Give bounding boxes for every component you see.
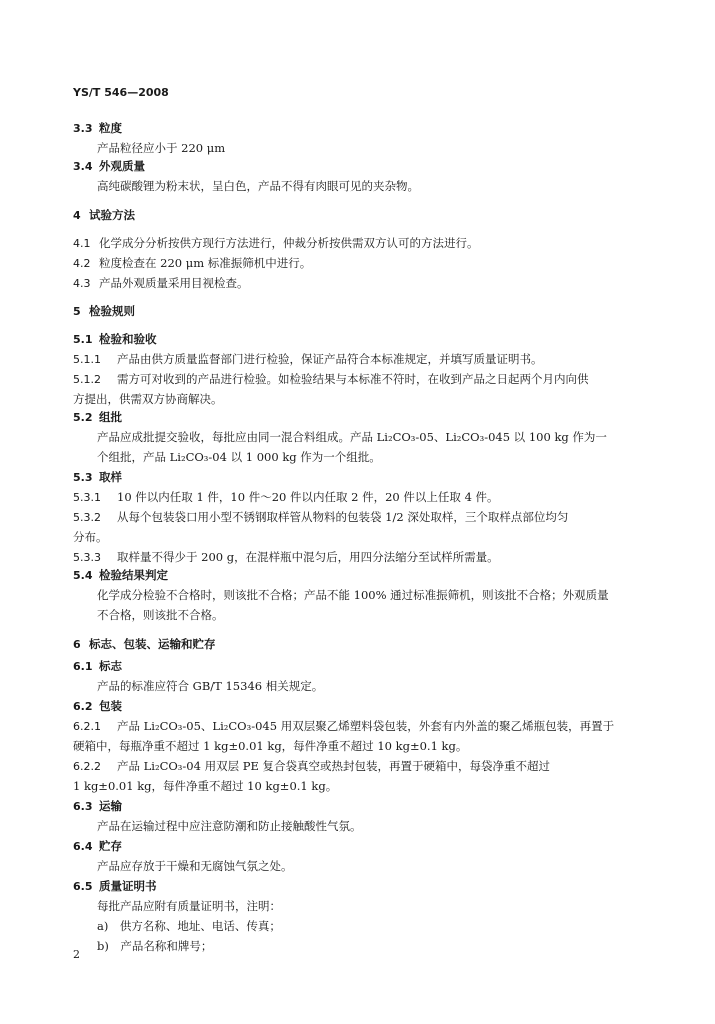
clause-number: 5.3 bbox=[73, 471, 93, 484]
clause-3-3 bbox=[73, 121, 122, 136]
clause-number: 5.1.1 bbox=[73, 353, 101, 366]
clause-text: 从每个包装袋口用小型不锈钢取样管从物料的包装袋 1/2 深处取样，三个取样点部位均匀 bbox=[117, 510, 569, 524]
clause-number: 4.3 bbox=[73, 277, 91, 290]
body-text-line bbox=[97, 939, 212, 953]
clause-4 bbox=[73, 208, 135, 223]
clause-number: 4.2 bbox=[73, 257, 91, 270]
clause-text: 不合格，则该批不合格。 bbox=[97, 608, 224, 622]
clause-text: 分布。 bbox=[73, 530, 108, 544]
clause-text: 质量证明书 bbox=[99, 879, 157, 893]
clause-text: 贮存 bbox=[99, 839, 122, 853]
clause-text: 包装 bbox=[99, 699, 122, 713]
clause-number: 5.4 bbox=[73, 569, 93, 582]
clause-text: 个组批，产品 Li₂CO₃-04 以 1 000 kg 作为一个组批。 bbox=[97, 450, 381, 464]
clause-text: a) 供方名称、地址、电话、传真； bbox=[97, 919, 281, 933]
clause-6-3 bbox=[73, 799, 122, 814]
clause-text: 每批产品应附有质量证明书，注明： bbox=[97, 899, 281, 913]
clause-number: 5.3.2 bbox=[73, 511, 101, 524]
clause-text: b) 产品名称和牌号； bbox=[97, 939, 213, 953]
clause-5-3-3 bbox=[73, 550, 499, 565]
clause-text: 硬箱中，每瓶净重不超过 1 kg±0.01 kg，每件净重不超过 10 kg±0.1 kg。 bbox=[73, 739, 468, 753]
clause-text: 方提出，供需双方协商解决。 bbox=[73, 392, 223, 406]
clause-5-1 bbox=[73, 332, 157, 347]
clause-6-2-1 bbox=[73, 719, 614, 734]
clause-number: 5.2 bbox=[73, 411, 93, 424]
clause-number: 3.4 bbox=[73, 160, 93, 173]
clause-number: 6.2 bbox=[73, 700, 93, 713]
clause-text: 产品应成批提交验收，每批应由同一混合料组成。产品 Li₂CO₃-05、Li₂CO₃-045 以 100 kg 作为一 bbox=[97, 430, 607, 444]
clause-text: 产品粒径应小于 220 μm bbox=[97, 141, 226, 155]
clause-text: 产品在运输过程中应注意防潮和防止接触酸性气氛。 bbox=[97, 819, 362, 833]
clause-6-2 bbox=[73, 699, 122, 714]
clause-text: 检验和验收 bbox=[99, 332, 157, 346]
body-text-line bbox=[73, 530, 108, 544]
clause-text: 化学成分检验不合格时，则该批不合格；产品不能 100% 通过标准振筛机，则该批不合格；外观质量 bbox=[97, 588, 609, 602]
clause-text: 产品 Li₂CO₃-04 用双层 PE 复合袋真空或热封包装，再置于硬箱中，每袋净重不超过 bbox=[117, 759, 551, 773]
body-text-line bbox=[97, 608, 224, 622]
clause-number: 6.3 bbox=[73, 800, 93, 813]
body-text-line bbox=[97, 450, 381, 464]
clause-number: 6.2.2 bbox=[73, 760, 101, 773]
clause-number: 5.3.3 bbox=[73, 551, 101, 564]
clause-text: 粒度 bbox=[99, 121, 122, 135]
clause-text: 检验规则 bbox=[89, 304, 135, 318]
clause-text: 产品由供方质量监督部门进行检验，保证产品符合本标准规定，并填写质量证明书。 bbox=[117, 352, 543, 366]
page-number: 2 bbox=[73, 948, 80, 961]
body-text-line bbox=[97, 179, 419, 193]
clause-text: 标志、包装、运输和贮存 bbox=[89, 637, 216, 651]
clause-text: 组批 bbox=[99, 410, 122, 424]
clause-6-1 bbox=[73, 659, 122, 674]
clause-number: 6.1 bbox=[73, 660, 93, 673]
body-text-line bbox=[97, 899, 281, 913]
clause-5 bbox=[73, 304, 135, 319]
clause-number: 6.5 bbox=[73, 880, 93, 893]
clause-number: 6.4 bbox=[73, 840, 93, 853]
clause-text: 1 kg±0.01 kg，每件净重不超过 10 kg±0.1 kg。 bbox=[73, 779, 338, 793]
clause-text: 外观质量 bbox=[99, 159, 145, 173]
body-text-line bbox=[97, 919, 281, 933]
clause-number: 6.2.1 bbox=[73, 720, 101, 733]
clause-text: 产品应存放于干燥和无腐蚀气氛之处。 bbox=[97, 859, 293, 873]
body-text-line bbox=[73, 779, 337, 793]
clause-5-3-1 bbox=[73, 490, 499, 505]
clause-number: 6 bbox=[73, 638, 81, 651]
clause-5-2 bbox=[73, 410, 122, 425]
clause-text: 化学成分分析按供方现行方法进行，仲裁分析按供需双方认可的方法进行。 bbox=[99, 236, 479, 250]
body-text-line bbox=[97, 141, 225, 155]
clause-text: 取样 bbox=[99, 470, 122, 484]
clause-number: 3.3 bbox=[73, 122, 93, 135]
body-text-line bbox=[97, 430, 607, 444]
clause-text: 取样量不得少于 200 g，在混样瓶中混匀后，用四分法缩分至试样所需量。 bbox=[117, 550, 499, 564]
clause-6-2-2 bbox=[73, 759, 550, 774]
body-text-line bbox=[97, 819, 362, 833]
clause-text: 粒度检查在 220 μm 标准振筛机中进行。 bbox=[99, 256, 312, 270]
clause-text: 运输 bbox=[99, 799, 122, 813]
clause-number: 4 bbox=[73, 209, 81, 222]
clause-6-5 bbox=[73, 879, 157, 894]
body-text-line bbox=[73, 392, 223, 406]
clause-number: 4.1 bbox=[73, 237, 91, 250]
clause-text: 产品的标准应符合 GB/T 15346 相关规定。 bbox=[97, 679, 324, 693]
body-text-line bbox=[97, 588, 609, 602]
clause-number: 5.1 bbox=[73, 333, 93, 346]
clause-5-3-2 bbox=[73, 510, 568, 525]
clause-3-4 bbox=[73, 159, 145, 174]
body-text-line bbox=[97, 679, 323, 693]
clause-5-1-1 bbox=[73, 352, 543, 367]
clause-text: 标志 bbox=[99, 659, 122, 673]
clause-4-1 bbox=[73, 236, 479, 251]
standard-header: YS/T 546—2008 bbox=[73, 86, 169, 99]
body-text-line bbox=[97, 859, 293, 873]
clause-number: 5.1.2 bbox=[73, 373, 101, 386]
clause-number: 5 bbox=[73, 305, 81, 318]
clause-4-3 bbox=[73, 276, 249, 291]
clause-6 bbox=[73, 637, 216, 652]
clause-5-1-2 bbox=[73, 372, 589, 387]
clause-text: 10 件以内任取 1 件，10 件～20 件以内任取 2 件，20 件以上任取 4 件。 bbox=[117, 490, 499, 504]
clause-5-3 bbox=[73, 470, 122, 485]
clause-text: 试验方法 bbox=[89, 208, 135, 222]
clause-number: 5.3.1 bbox=[73, 491, 101, 504]
body-text-line bbox=[73, 739, 467, 753]
clause-4-2 bbox=[73, 256, 311, 271]
clause-text: 产品外观质量采用目视检查。 bbox=[99, 276, 249, 290]
clause-text: 检验结果判定 bbox=[99, 568, 168, 582]
clause-text: 高纯碳酸锂为粉末状，呈白色，产品不得有肉眼可见的夹杂物。 bbox=[97, 179, 419, 193]
clause-6-4 bbox=[73, 839, 122, 854]
clause-5-4 bbox=[73, 568, 168, 583]
clause-text: 产品 Li₂CO₃-05、Li₂CO₃-045 用双层聚乙烯塑料袋包装，外套有内外盖的聚乙烯瓶包装，再置于 bbox=[117, 719, 615, 733]
clause-text: 需方可对收到的产品进行检验。如检验结果与本标准不符时，在收到产品之日起两个月内向供 bbox=[117, 372, 589, 386]
